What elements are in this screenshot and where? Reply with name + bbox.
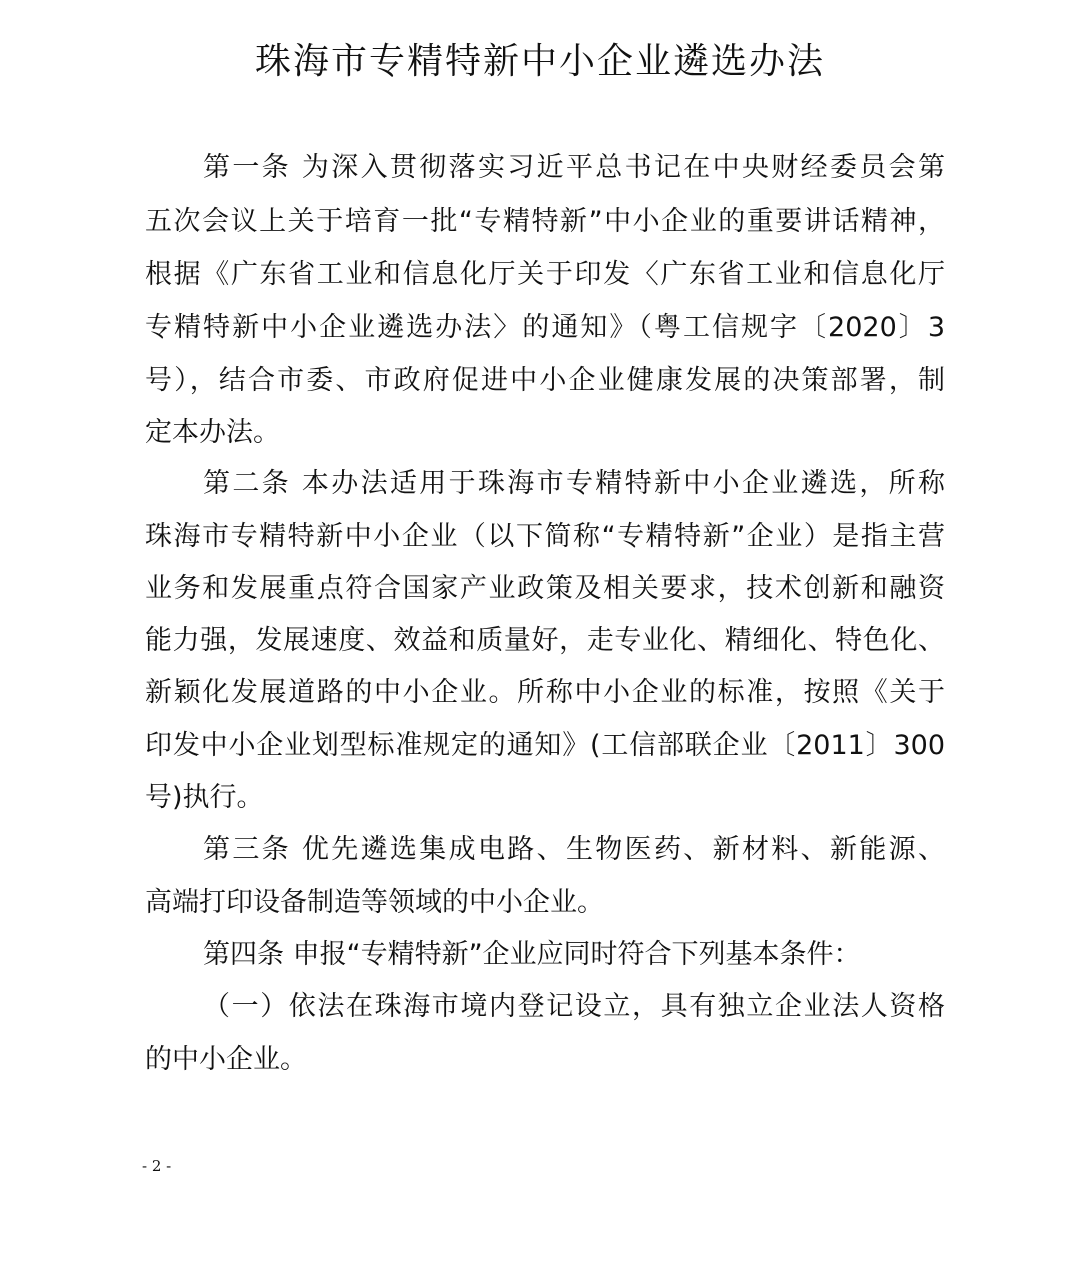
article-2-line-4: 能力强，发展速度、效益和质量好，走专业化、精细化、特色化、	[145, 625, 945, 656]
article-4-item-1-line-1: （一）依法在珠海市境内登记设立，具有独立企业法人资格	[203, 991, 945, 1022]
article-2-line-5: 新颖化发展道路的中小企业。所称中小企业的标准，按照《关于	[145, 677, 945, 708]
article-1-line-1: 第一条 为深入贯彻落实习近平总书记在中央财经委员会第	[203, 152, 945, 183]
page-number: - 2 -	[142, 1157, 172, 1175]
article-4-item-1-line-2: 的中小企业。	[145, 1044, 307, 1075]
document-title: 珠海市专精特新中小企业遴选办法	[254, 41, 825, 82]
article-2-line-6: 印发中小企业划型标准规定的通知》(工信部联企业〔2011〕300	[145, 730, 945, 761]
article-1-line-3: 根据《广东省工业和信息化厅关于印发〈广东省工业和信息化厅	[145, 259, 945, 290]
article-1-line-5: 号），结合市委、市政府促进中小企业健康发展的决策部署，制	[145, 365, 945, 396]
article-3-line-2: 高端打印设备制造等领域的中小企业。	[145, 887, 604, 918]
article-1-line-4: 专精特新中小企业遴选办法〉的通知》（粤工信规字〔2020〕3	[145, 312, 945, 343]
article-1-line-6: 定本办法。	[145, 417, 280, 448]
article-2-line-2: 珠海市专精特新中小企业（以下简称“专精特新”企业）是指主营	[145, 521, 945, 552]
article-2-line-3: 业务和发展重点符合国家产业政策及相关要求，技术创新和融资	[145, 573, 945, 604]
article-1-line-2: 五次会议上关于培育一批“专精特新”中小企业的重要讲话精神，	[145, 206, 945, 237]
article-3-line-1: 第三条 优先遴选集成电路、生物医药、新材料、新能源、	[203, 834, 945, 865]
article-2-line-7: 号)执行。	[145, 782, 264, 813]
article-4-line-1: 第四条 申报“专精特新”企业应同时符合下列基本条件：	[203, 939, 861, 970]
article-2-line-1: 第二条 本办法适用于珠海市专精特新中小企业遴选，所称	[203, 468, 945, 499]
